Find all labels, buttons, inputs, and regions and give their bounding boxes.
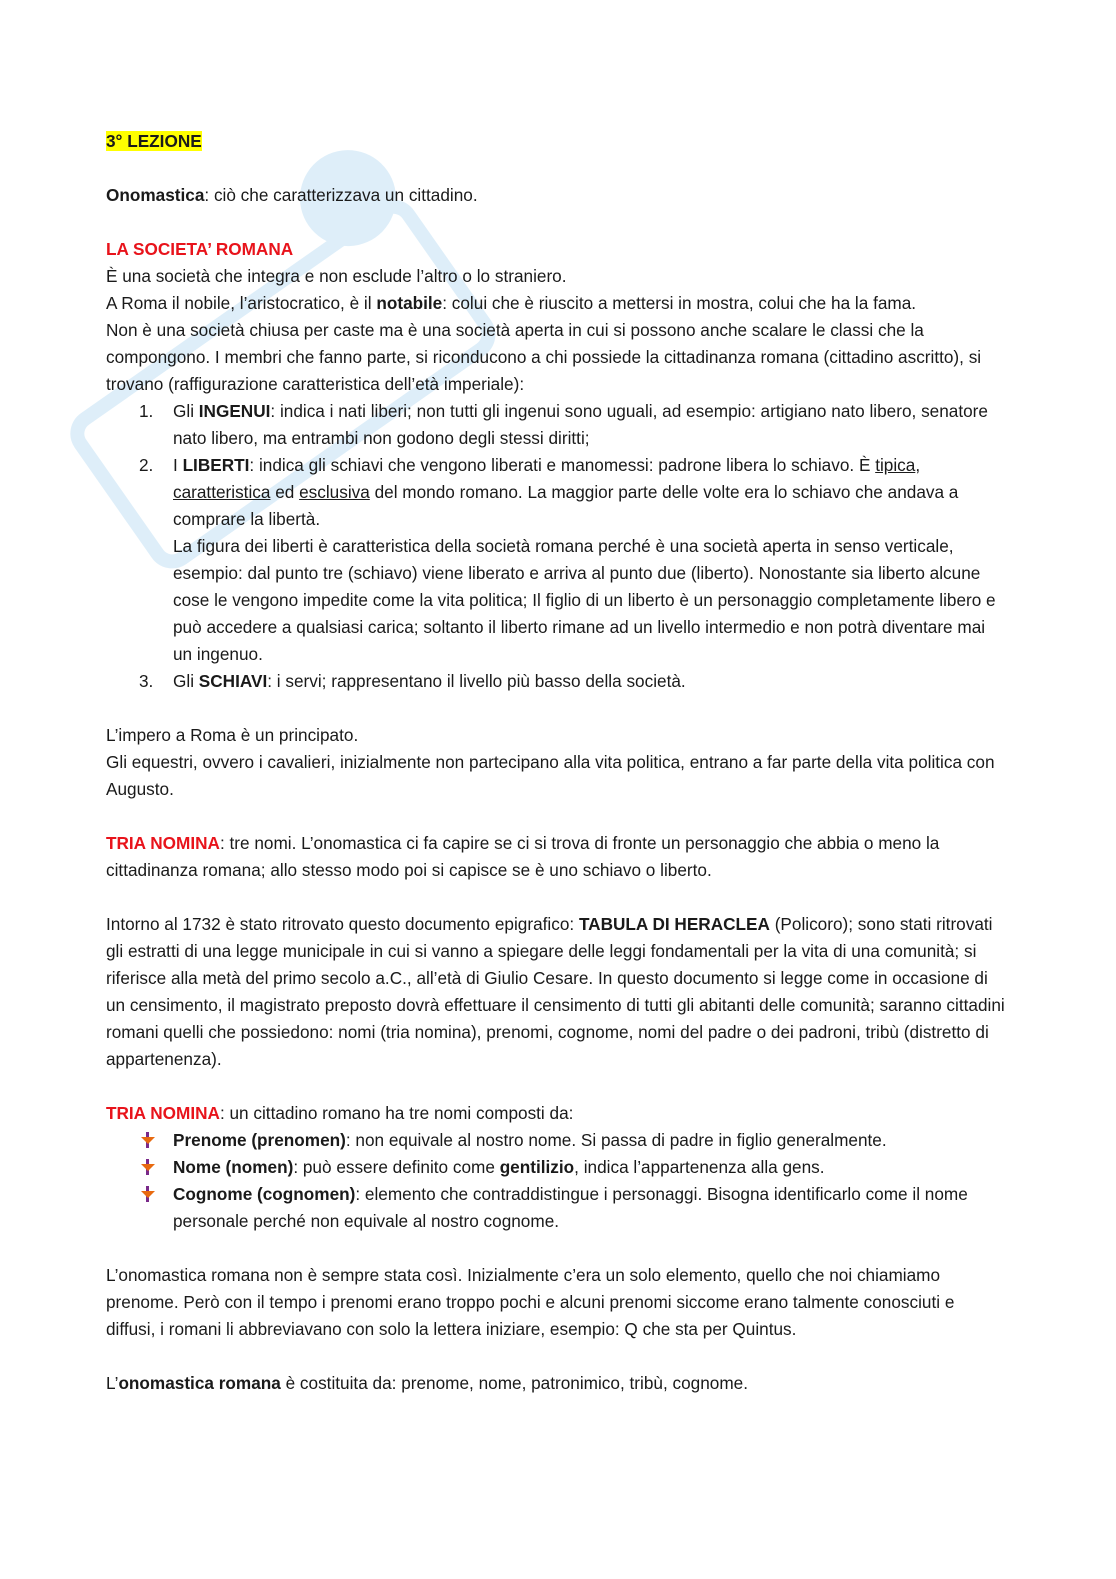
social-classes-list xyxy=(106,398,1006,695)
list-item: Cognome (cognomen): elemento che contraddistingue i personaggi. Bisogna identificarlo come il nome personale perché non equivale al nostro cognome. xyxy=(106,1181,1006,1235)
tria-nomina-detail: TRIA NOMINA: un cittadino romano ha tre nomi composti da: xyxy=(106,1103,574,1123)
impero-p2: Gli equestri, ovvero i cavalieri, inizialmente non partecipano alla vita politica, entrano a far parte della vita politica con Augusto. xyxy=(106,752,995,799)
list-item: Nome (nomen): può essere definito come gentilizio, indica l’appartenenza alla gens. xyxy=(106,1154,1006,1181)
tria-nomina-intro: TRIA NOMINA: tre nomi. L’onomastica ci fa capire se ci si trova di fronte un personaggio che abbia o meno la cittadinanza romana; allo stesso modo poi si capisce se è uno schiavo o liberto. xyxy=(106,833,940,880)
document-page xyxy=(106,128,1006,1397)
tabula-heraclea: Intorno al 1732 è stato ritrovato questo documento epigrafico: TABULA DI HERACLEA (Policoro); sono stati ritrovati gli estratti di una legge municipale in cui si vanno a spiegare delle leggi fondamentali per la vita di una comunità; si riferisce alla metà del primo secolo a.C., all’età di Giulio Cesare. In questo documento si legge come in occasione di un censimento, il magistrato preposto dovrà effettuare il censimento di tutti gli abitanti delle comunità; saranno cittadini romani quelli che possiedono: nomi (tria nomina), prenomi, cognome, nomi del padre o dei padroni, tribù (distretto di appartenenza). xyxy=(106,914,1005,1069)
liberti-extra: La figura dei liberti è caratteristica della società romana perché è una società aperta in senso verticale, esempio: dal punto tre (schiavo) viene liberato e arriva al punto due (liberto). Nonostante sia liberto alcune cose le vengono impedite come la vita politica; Il figlio di un liberto è un personaggio completamente libero e può accedere a qualsiasi carica; soltanto il liberto rimane ad un livello intermedio e non potrà diventare mai un ingenuo. xyxy=(173,536,996,664)
tria-nomina-list xyxy=(106,1127,1006,1235)
list-item: 3. Gli SCHIAVI: i servi; rappresentano il livello più basso della società. xyxy=(139,671,686,691)
lesson-heading: 3° LEZIONE xyxy=(106,131,202,151)
societa-title: LA SOCIETA’ ROMANA xyxy=(106,239,294,259)
societa-p2: A Roma il nobile, l’aristocratico, è il notabile: colui che è riuscito a mettersi in mostra, colui che ha la fama. xyxy=(106,293,917,313)
onomastica-definition: Onomastica: ciò che caratterizzava un cittadino. xyxy=(106,185,478,205)
societa-p3: Non è una società chiusa per caste ma è una società aperta in cui si possono anche scalare le classi che la compongono. I membri che fanno parte, si riconducono a chi possiede la cittadinanza romana (cittadino ascritto), si trovano (raffigurazione caratteristica dell’età imperiale): xyxy=(106,320,982,394)
list-item: 1. Gli INGENUI: indica i nati liberi; non tutti gli ingenui sono uguali, ad esempio: artigiano nato libero, senatore nato libero, ma entrambi non godono degli stessi diritti; xyxy=(139,401,988,448)
onomastica-romana-paragraph: L’onomastica romana non è sempre stata così. Inizialmente c’era un solo elemento, quello che noi chiamiamo prenome. Però con il tempo i prenomi erano troppo pochi e alcuni prenomi siccome erano talmente conosciuti e diffusi, i romani li abbreviavano con solo la lettera iniziare, esempio: Q che sta per Quintus. xyxy=(106,1265,955,1339)
list-item: Prenome (prenomen): non equivale al nostro nome. Si passa di padre in figlio generalmente. xyxy=(106,1127,1006,1154)
arrow-bullet-icon xyxy=(140,1132,156,1148)
arrow-bullet-icon xyxy=(140,1159,156,1175)
final-paragraph: L’onomastica romana è costituita da: prenome, nome, patronimico, tribù, cognome. xyxy=(106,1373,748,1393)
impero-p1: L’impero a Roma è un principato. xyxy=(106,725,359,745)
list-item: 2. I LIBERTI: indica gli schiavi che vengono liberati e manomessi: padrone libera lo schiavo. È tipica, caratteristica ed esclusiva del mondo romano. La maggior parte delle volte era lo schiavo che andava a comprare la libertà. La figura dei liberti è caratteristica della società romana perché è una società aperta in senso verticale, esempio: dal punto tre (schiavo) viene liberato e arriva al punto due (liberto). Nonostante sia liberto alcune cose le vengono impedite come la vita politica; Il figlio di un liberto è un personaggio completamente libero e può accedere a qualsiasi carica; soltanto il liberto rimane ad un livello intermedio e non potrà diventare mai un ingenuo. xyxy=(106,452,1006,668)
societa-p1: È una società che integra e non esclude l’altro o lo straniero. xyxy=(106,266,567,286)
arrow-bullet-icon xyxy=(140,1186,156,1202)
